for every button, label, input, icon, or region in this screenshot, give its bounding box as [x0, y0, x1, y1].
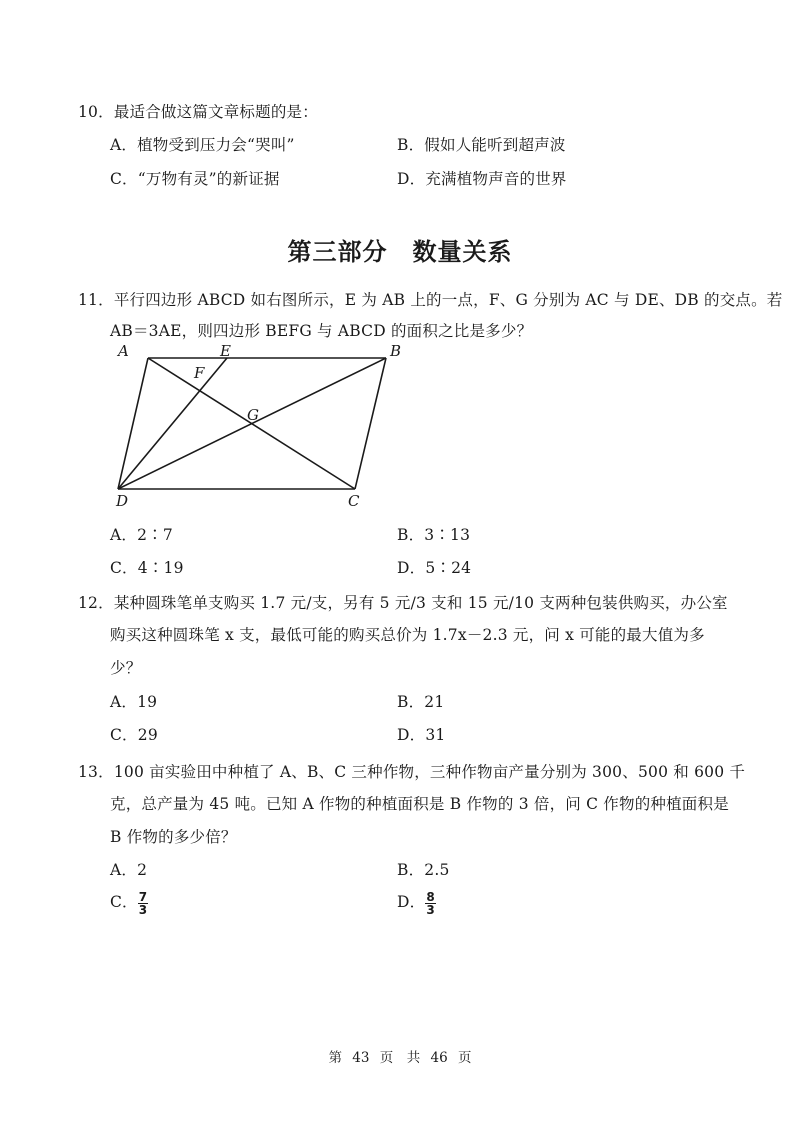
fraction-denominator: 3	[426, 902, 435, 917]
q13-option-b: B．2.5	[397, 861, 450, 879]
label-e: E	[220, 342, 231, 360]
q13-option-c	[110, 890, 148, 916]
label-b: B	[390, 342, 402, 360]
q11-option-b: B．3∶13	[397, 526, 471, 544]
q10-option-a: A．植物受到压力会“哭叫”	[110, 136, 295, 154]
segment-de	[118, 358, 227, 489]
q13-stem-line1: 13．100 亩实验田中种植了 A、B、C 三种作物，三种作物亩产量分别为 300、500 和 600 千	[78, 763, 746, 781]
q12-stem-line2: 购买这种圆珠笔 x 支，最低可能的购买总价为 1.7x－2.3 元，问 x 可能的最大值为多	[110, 626, 705, 644]
q11-option-a: A．2∶7	[110, 526, 173, 544]
side-da	[118, 358, 148, 489]
q13-option-c-prefix: C．	[110, 893, 138, 911]
q12-option-d: D．31	[397, 726, 446, 744]
q12-option-c: C．29	[110, 726, 158, 744]
q10-option-d: D．充满植物声音的世界	[397, 170, 567, 188]
q12-stem-line1: 12．某种圆珠笔单支购买 1.7 元/支，另有 5 元/3 支和 15 元/10 支两种包装供购买，办公室	[78, 594, 728, 612]
page-footer: 第 43 页 共 46 页	[328, 1050, 472, 1066]
label-c: C	[348, 492, 360, 510]
q13-stem-line2: 克，总产量为 45 吨。已知 A 作物的种植面积是 B 作物的 3 倍，问 C 作物的种植面积是	[110, 795, 729, 813]
q11-option-c: C．4∶19	[110, 559, 184, 577]
q10-stem: 10．最适合做这篇文章标题的是：	[78, 103, 318, 121]
label-f: F	[194, 364, 205, 382]
section-title: 第三部分 数量关系	[287, 238, 513, 266]
q11-stem-line2: AB＝3AE，则四边形 BEFG 与 ABCD 的面积之比是多少？	[110, 322, 533, 340]
fraction-numerator: 7	[138, 889, 148, 904]
q12-option-b: B．21	[397, 693, 445, 711]
q13-option-d-prefix: D．	[397, 893, 426, 911]
parallelogram-figure	[110, 340, 410, 512]
q13-option-c-fraction	[138, 891, 149, 916]
q12-stem-line3: 少？	[110, 659, 142, 677]
q12-option-a: A．19	[110, 693, 158, 711]
q13-stem-line3: B 作物的多少倍？	[110, 828, 237, 846]
q10-option-c: C．“万物有灵”的新证据	[110, 170, 280, 188]
side-bc	[355, 358, 386, 489]
q13-option-d	[397, 890, 436, 916]
fraction-denominator: 3	[138, 902, 148, 917]
label-g: G	[247, 406, 259, 424]
label-d: D	[116, 492, 129, 510]
fraction-numerator: 8	[426, 889, 435, 904]
q11-option-d: D．5∶24	[397, 559, 472, 577]
q11-stem-line1: 11．平行四边形 ABCD 如右图所示，E 为 AB 上的一点，F、G 分别为 AC 与 DE、DB 的交点。若	[78, 291, 783, 309]
q13-option-a: A．2	[110, 861, 148, 879]
label-a: A	[118, 342, 129, 360]
q10-option-b: B．假如人能听到超声波	[397, 136, 566, 154]
q13-option-d-fraction	[425, 891, 436, 916]
